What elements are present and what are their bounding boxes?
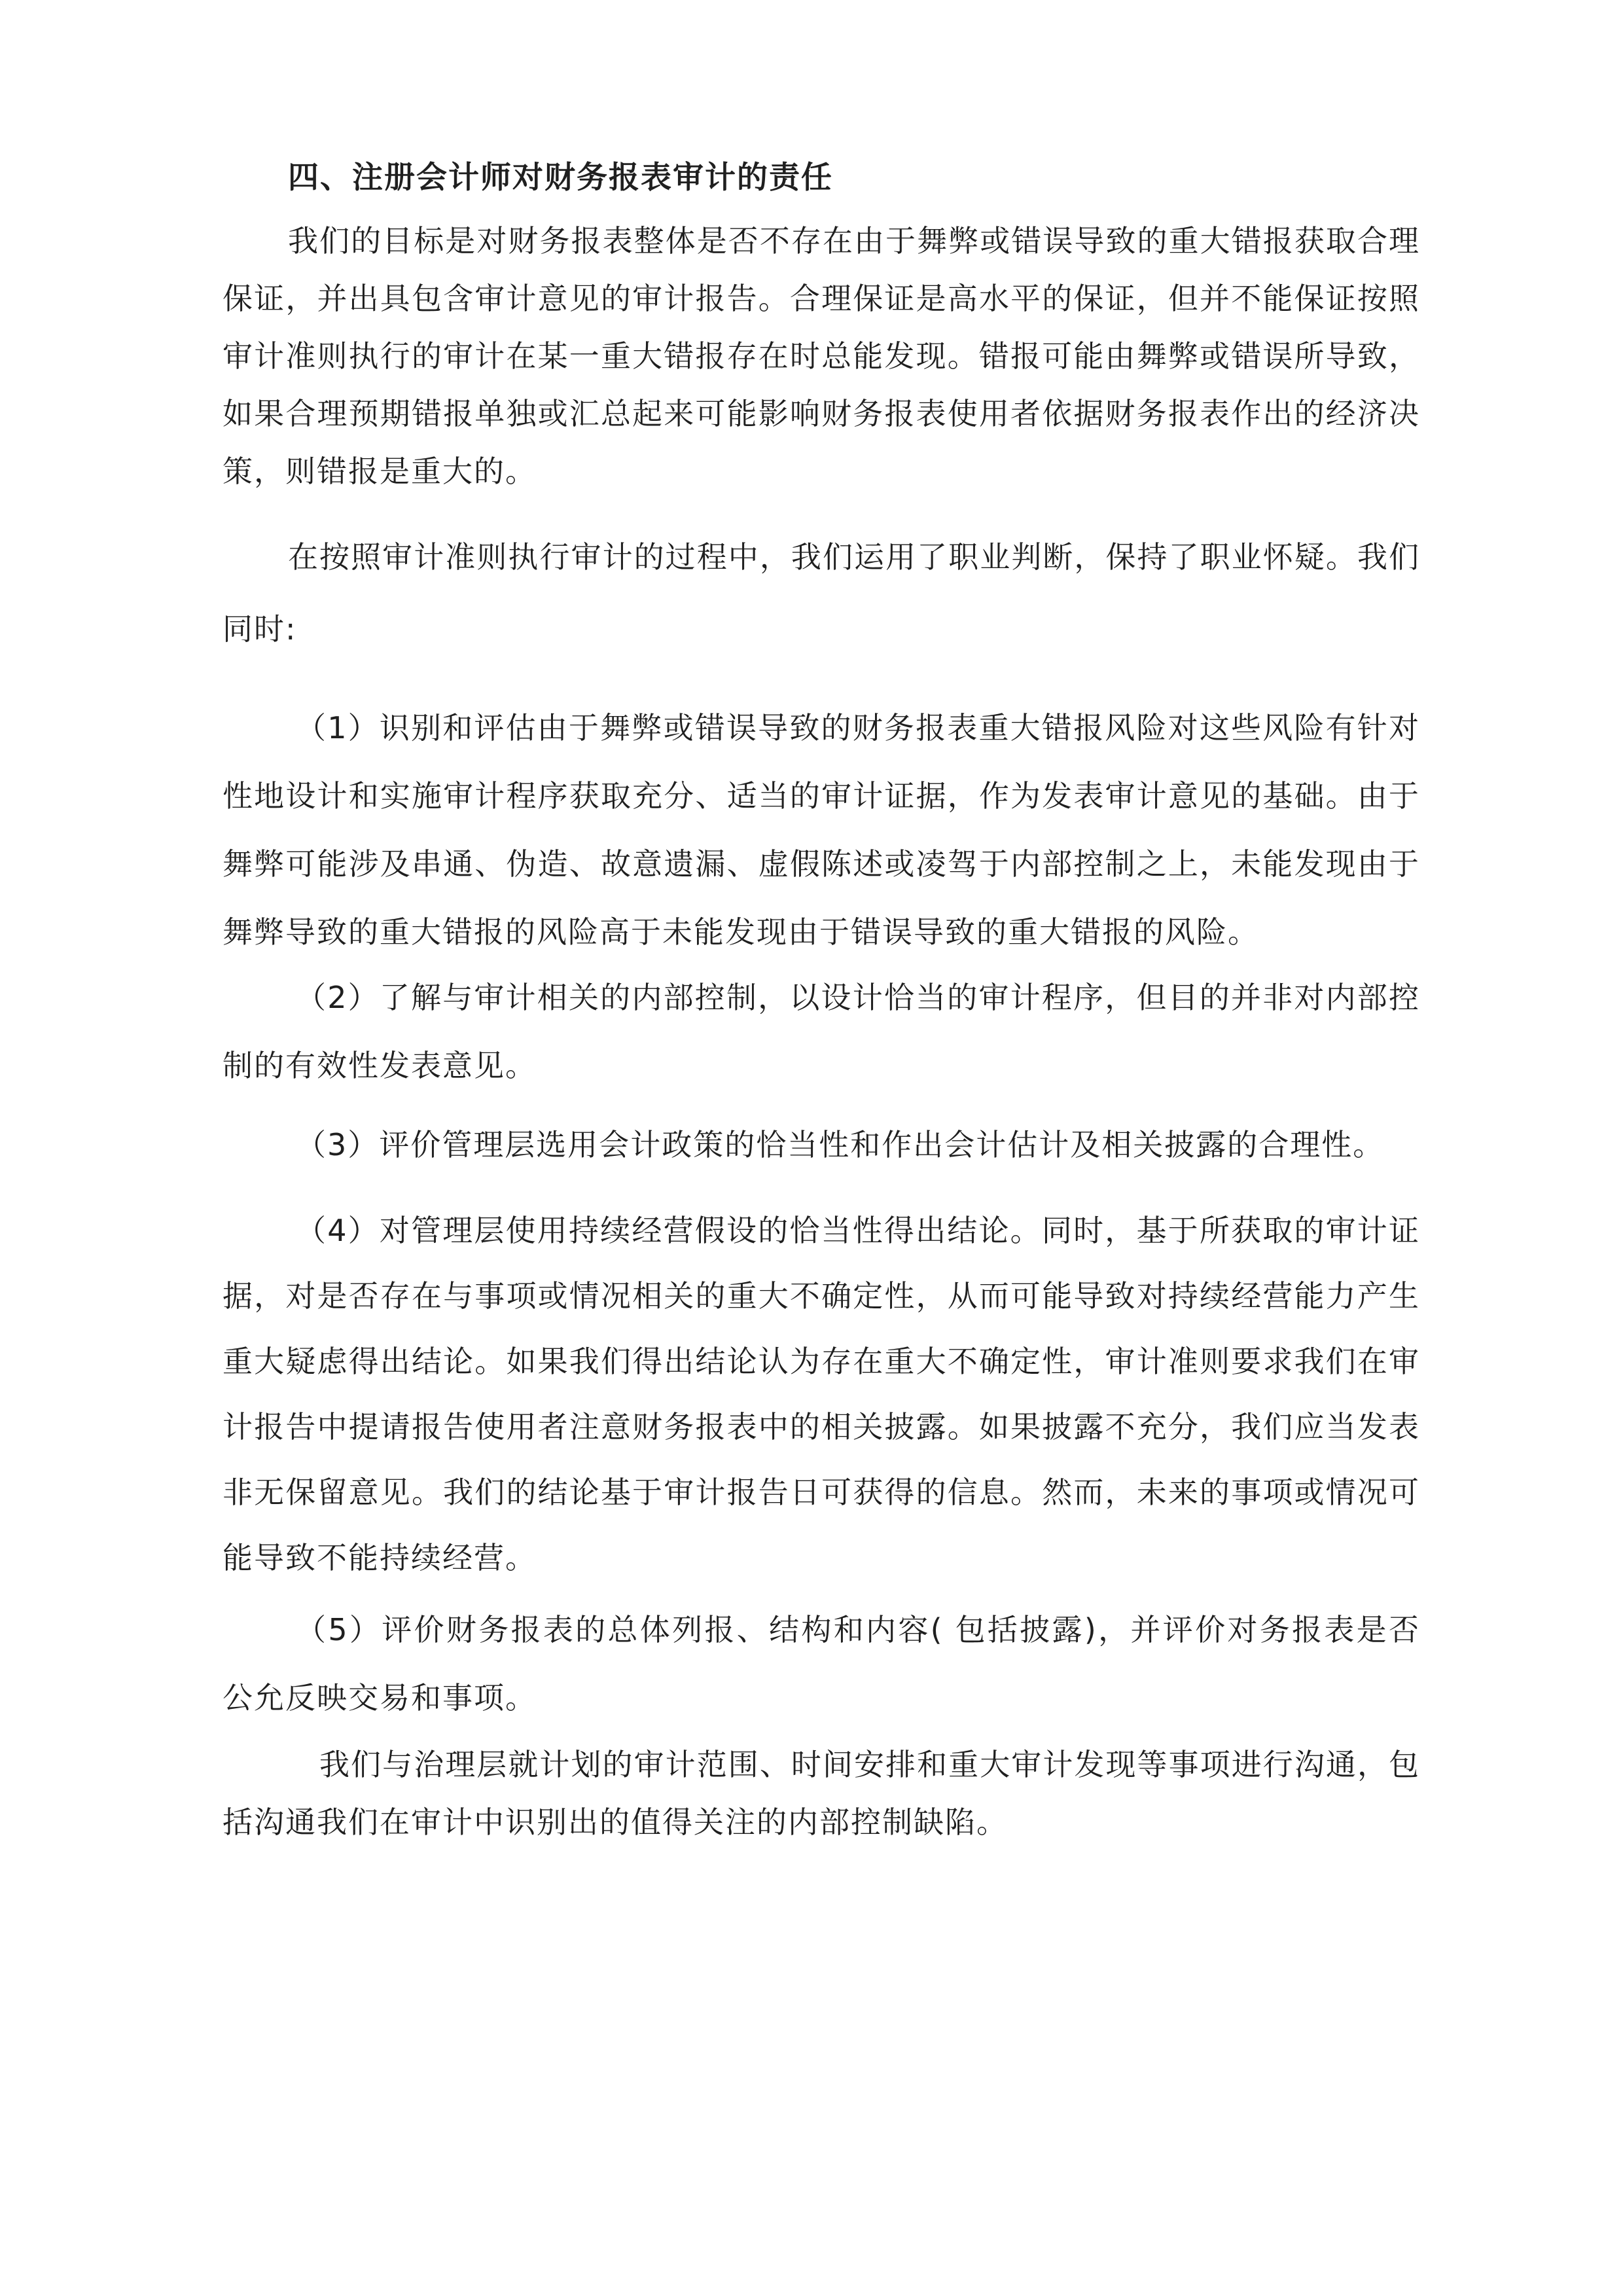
list-item-3: （3）评价管理层选用会计政策的恰当性和作出会计估计及相关披露的合理性。 [296,1127,1385,1162]
section-heading: 四、注册会计师对财务报表审计的责任 [288,160,833,196]
list-item-1: （1）识别和评估由于舞弊或错误导致的财务报表重大错报风险对这些风险有针对性地设计和实施审计程序获取充分、适当的审计证据，作为发表审计意见的基础。由于舞弊可能涉及串通、伪造、故意遗漏、虚假陈述或凌驾于内部控制之上，未能发现由于舞弊导致的重大错报的风险高于未能发现由于错误导致的重大错报的风险。 [223,710,1420,950]
list-item-2: （2）了解与审计相关的内部控制，以设计恰当的审计程序，但目的并非对内部控制的有效性发表意见。 [223,980,1420,1083]
paragraph-process: 在按照审计准则执行审计的过程中，我们运用了职业判断，保持了职业怀疑。我们同时: [223,539,1420,647]
list-item-5: （5）评价财务报表的总体列报、结构和内容( 包括披露)，并评价对务报表是否公允反映交易和事项。 [223,1612,1420,1715]
paragraph-closing: 我们与治理层就计划的审计范围、时间安排和重大审计发现等事项进行沟通，包括沟通我们在审计中识别出的值得关注的内部控制缺陷。 [223,1747,1420,1840]
paragraph-objective: 我们的目标是对财务报表整体是否不存在由于舞弊或错误导致的重大错报获取合理保证，并出具包含审计意见的审计报告。合理保证是高水平的保证，但并不能保证按照审计准则执行的审计在某一重大错报存在时总能发现。错报可能由舞弊或错误所导致，如果合理预期错报单独或汇总起来可能影响财务报表使用者依据财务报表作出的经济决策，则错报是重大的。 [223,223,1420,489]
list-item-4: （4）对管理层使用持续经营假设的恰当性得出结论。同时，基于所获取的审计证据，对是否存在与事项或情况相关的重大不确定性，从而可能导致对持续经营能力产生重大疑虑得出结论。如果我们得出结论认为存在重大不确定性，审计准则要求我们在审计报告中提请报告使用者注意财务报表中的相关披露。如果披露不充分，我们应当发表非无保留意见。我们的结论基于审计报告日可获得的信息。然而，未来的事项或情况可能导致不能持续经营。 [223,1213,1420,1575]
